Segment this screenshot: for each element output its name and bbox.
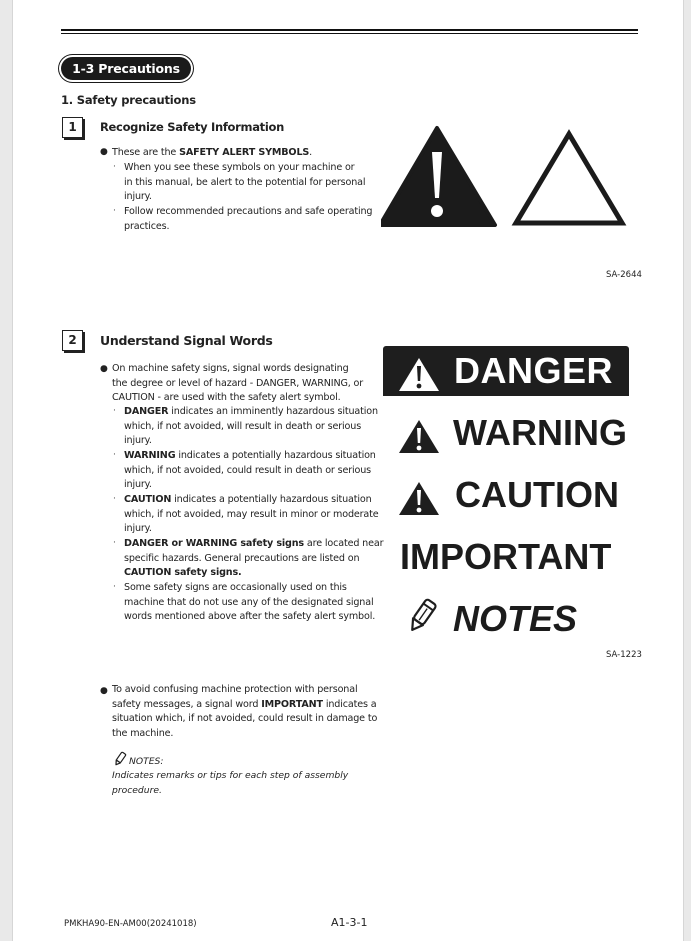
document-code: PMKHA90-EN-AM00(20241018) <box>64 919 197 929</box>
safety-signs-definition: DANGER or WARNING safety signs are located near specific hazards. General precautions are listed on CAUTION safety signs. <box>124 538 384 579</box>
sub-bullet-icon: · <box>113 162 116 172</box>
figure-code-2: SA-1223 <box>606 650 642 660</box>
warning-alert-icon <box>398 418 442 454</box>
caution-alert-icon <box>398 480 442 516</box>
filled-alert-triangle-icon <box>381 128 495 225</box>
sub-bullet-icon: · <box>113 538 116 548</box>
bullet-icon: ● <box>100 364 108 374</box>
warning-definition: WARNING indicates a potentially hazardous situation which, if not avoided, could result in death or serious injury. <box>124 450 376 491</box>
sub-bullet-2: Follow recommended precautions and safe operating practices. <box>124 206 373 232</box>
notes-pencil-icon <box>113 751 127 767</box>
notes-description: Indicates remarks or tips for each step of assembly procedure. <box>112 770 349 796</box>
header-rule-thick <box>61 29 638 31</box>
sub-bullet-icon: · <box>113 494 116 504</box>
safety-symbols-bullet: These are the SAFETY ALERT SYMBOLS. <box>112 147 313 158</box>
pencil-icon <box>405 597 439 635</box>
caution-sign-word: CAUTION <box>455 474 619 515</box>
section-title-2: Understand Signal Words <box>100 333 273 348</box>
document-page <box>12 0 684 941</box>
safety-alert-symbols-figure <box>381 124 628 230</box>
sub-bullet-icon: · <box>113 206 116 216</box>
bullet-icon: ● <box>100 686 108 696</box>
sub-bullet-icon: · <box>113 582 116 592</box>
section-title-1: Recognize Safety Information <box>100 120 284 134</box>
danger-sign-word: DANGER <box>454 350 614 391</box>
page-number: A1-3-1 <box>331 916 368 929</box>
section-number-1: 1 <box>62 117 83 138</box>
other-signs-definition: Some safety signs are occasionally used on this machine that do not use any of the designated signal words mentioned above after the safety alert symbol. <box>124 582 376 623</box>
signal-words-intro: On machine safety signs, signal words designating the degree or level of hazard - DANGER, WARNING, or CAUTION - are used with the safety alert symbol. <box>112 363 364 404</box>
bullet-icon: ● <box>100 147 108 157</box>
notes-label: NOTES: <box>129 756 164 767</box>
header-rule-thin <box>61 33 638 34</box>
sub-bullet-icon: · <box>113 406 116 416</box>
sub-bullet-icon: · <box>113 450 116 460</box>
outline-alert-triangle-icon <box>516 134 622 223</box>
section-number-2: 2 <box>62 330 83 351</box>
section-badge: 1-3 Precautions <box>61 57 191 80</box>
important-sign-word: IMPORTANT <box>400 536 612 577</box>
warning-sign-word: WARNING <box>453 412 627 453</box>
danger-definition: DANGER indicates an imminently hazardous situation which, if not avoided, will result in death or serious injury. <box>124 406 378 447</box>
important-paragraph: To avoid confusing machine protection with personal safety messages, a signal word IMPORTANT indicates a situation which, if not avoided, could result in damage to the machine. <box>112 684 378 739</box>
notes-sign-word: NOTES <box>453 598 578 639</box>
danger-alert-icon <box>398 356 442 392</box>
sub-bullet-1: When you see these symbols on your machine or in this manual, be alert to the potential for personal injury. <box>124 162 366 203</box>
figure-code-1: SA-2644 <box>606 270 642 280</box>
page-heading: 1. Safety precautions <box>61 93 196 107</box>
caution-definition: CAUTION indicates a potentially hazardous situation which, if not avoided, may result in minor or moderate injury. <box>124 494 379 535</box>
